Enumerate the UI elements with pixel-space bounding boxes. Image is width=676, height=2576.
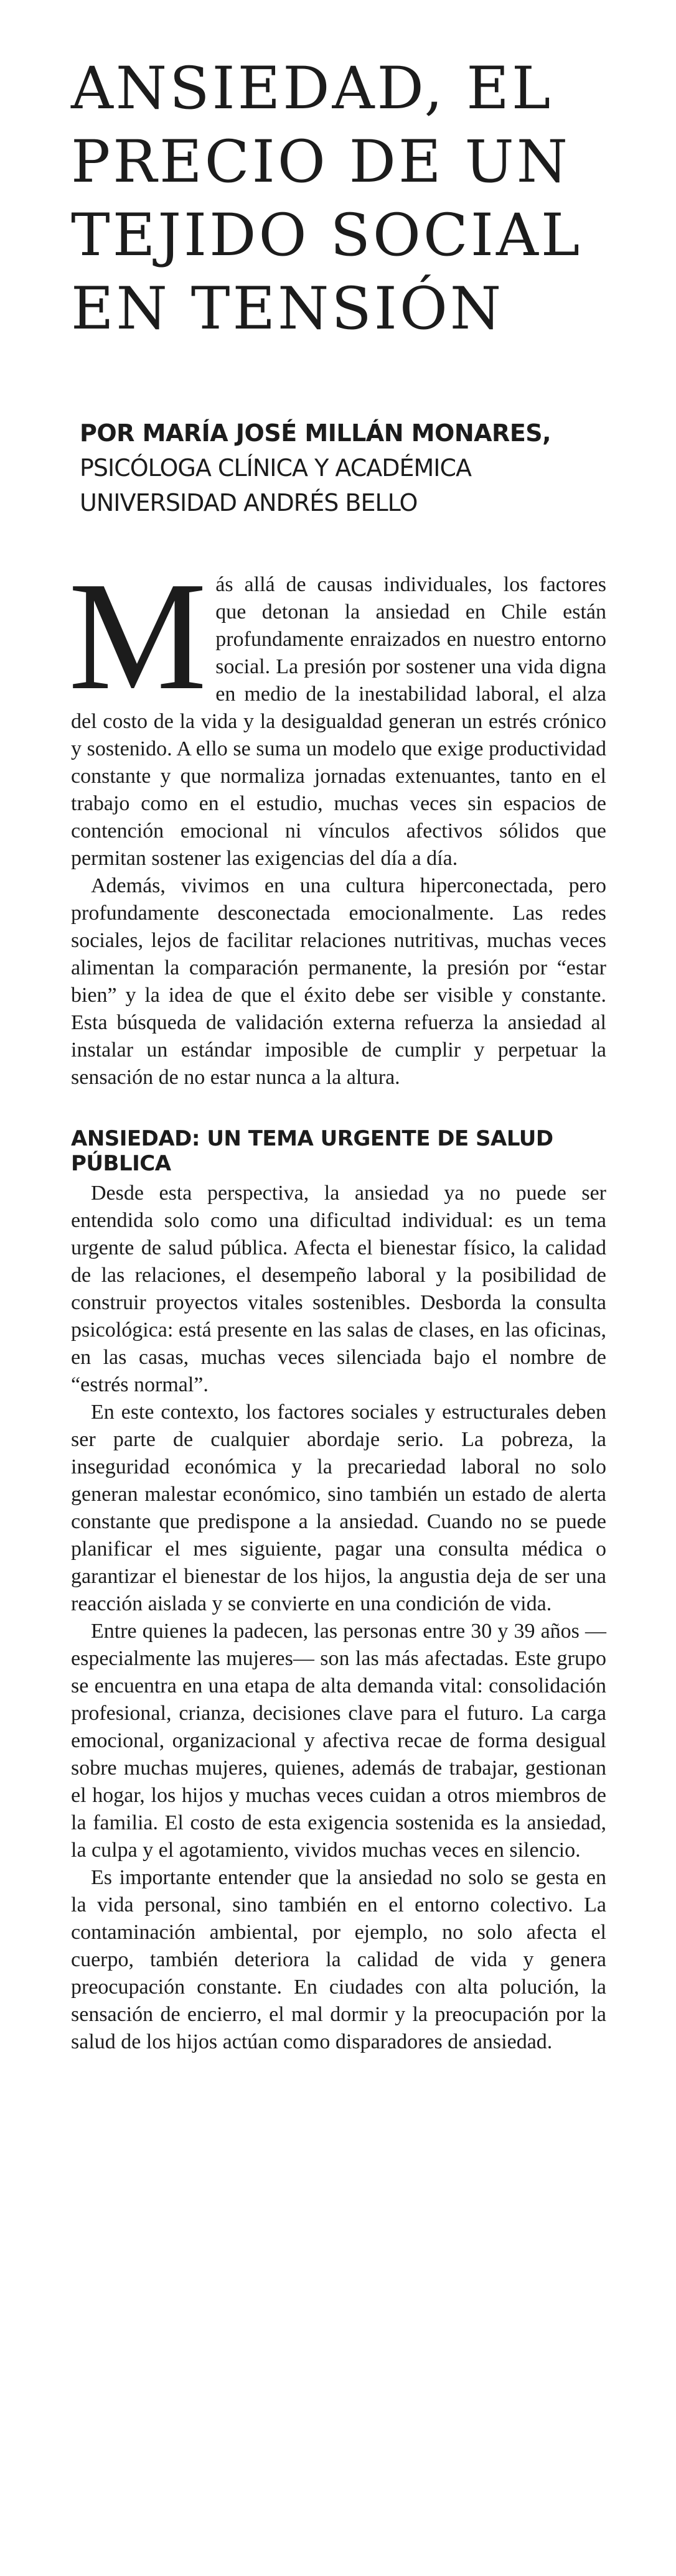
body-paragraph: En este contexto, los factores sociales y estructurales deben ser parte de cualquier abordaje serio. La pobreza, la inseguridad económica y la precariedad laboral no solo generan malestar económico, sino también un estado de alerta constante que predispone a la ansiedad. Cuando no se puede planificar el mes siguiente, pagar una consulta médica o garantizar el bienestar de los hijos, la angustia deja de ser una reacción aislada y se convierte en una condición de vida. (71, 1401, 606, 1615)
body-paragraph: Entre quienes la padecen, las personas entre 30 y 39 años —especialmente las mujeres— son las más afectadas. Este grupo se encuentra en una etapa de alta demanda vital: consolidación profesional, crianza, decisiones clave para el futuro. La carga emocional, organizacional y afectiva recae de forma desigual sobre muchas mujeres, quienes, además de trabajar, gestionan el hogar, los hijos y muchas veces cuidan a otros miembros de la familia. El costo de esta exigencia sostenida es la ansiedad, la culpa y el agotamiento, vividos muchas veces en silencio. (71, 1620, 606, 1862)
lead-paragraph (68, 550, 606, 872)
article-title (71, 52, 619, 346)
byline (80, 416, 615, 520)
title-line: ANSIEDAD, EL (71, 55, 553, 123)
body-paragraph: Además, vivimos en una cultura hiperconectada, pero profundamente desconectada emocionalmente. Las redes sociales, lejos de facilitar relaciones nutritivas, muchas veces alimentan la comparación permanente, la presión por “estar bien” y la idea de que el éxito debe ser visible y constante. Esta búsqueda de validación externa refuerza la ansiedad al instalar un estándar imposible de cumplir y perpetuar la sensación de no estar nunca a la altura. (71, 874, 606, 1089)
title-line: TEJIDO SOCIAL (71, 202, 583, 269)
byline-affiliation: UNIVERSIDAD ANDRÉS BELLO (80, 489, 418, 516)
body-paragraph: Desde esta perspectiva, la ansiedad ya no puede ser entendida solo como una dificultad individual: es un tema urgente de salud pública. Afecta el bienestar físico, la calidad de las relaciones, el desempeño laboral y la posibilidad de construir proyectos vitales sostenibles. Desborda la consulta psicológica: está presente en las salas de clases, en las oficinas, en las casas, muchas veces silenciada bajo el nombre de “estrés normal”. (71, 1182, 606, 1396)
byline-author: POR MARÍA JOSÉ MILLÁN MONARES, (80, 419, 552, 447)
byline-role: PSICÓLOGA CLÍNICA Y ACADÉMICA (80, 454, 472, 482)
title-line: EN TENSIÓN (71, 275, 504, 343)
lead-paragraph-text: ás allá de causas individuales, los factores que detonan la ansiedad en Chile están profundamente enraizados en nuestro entorno social. La presión por sostener una vida digna en medio de la inestabilidad laboral, el alza del costo de la vida y la desigualdad generan un estrés crónico y sostenido. A ello se suma un modelo que exige productividad constante y que normaliza jornadas extenuantes, tanto en el trabajo como en el estudio, muchas veces sin espacios de contención emocional ni vínculos afectivos sólidos que permitan sostener las exigencias del día a día. (71, 573, 606, 870)
drop-cap: M (68, 550, 207, 722)
body-paragraph: Es importante entender que la ansiedad no solo se gesta en la vida personal, sino también en el entorno colectivo. La contaminación ambiental, por ejemplo, no solo afecta el cuerpo, también deteriora la calidad de vida y genera preocupación constante. En ciudades con alta polución, la sensación de encierro, el mal dormir y la preocupación por la salud de los hijos actúan como disparadores de ansiedad. (71, 1866, 606, 2053)
section-heading: ANSIEDAD: UN TEMA URGENTE DE SALUD PÚBLICA (71, 1126, 553, 1176)
article-body (68, 550, 606, 2056)
title-line: PRECIO DE UN (71, 128, 570, 196)
